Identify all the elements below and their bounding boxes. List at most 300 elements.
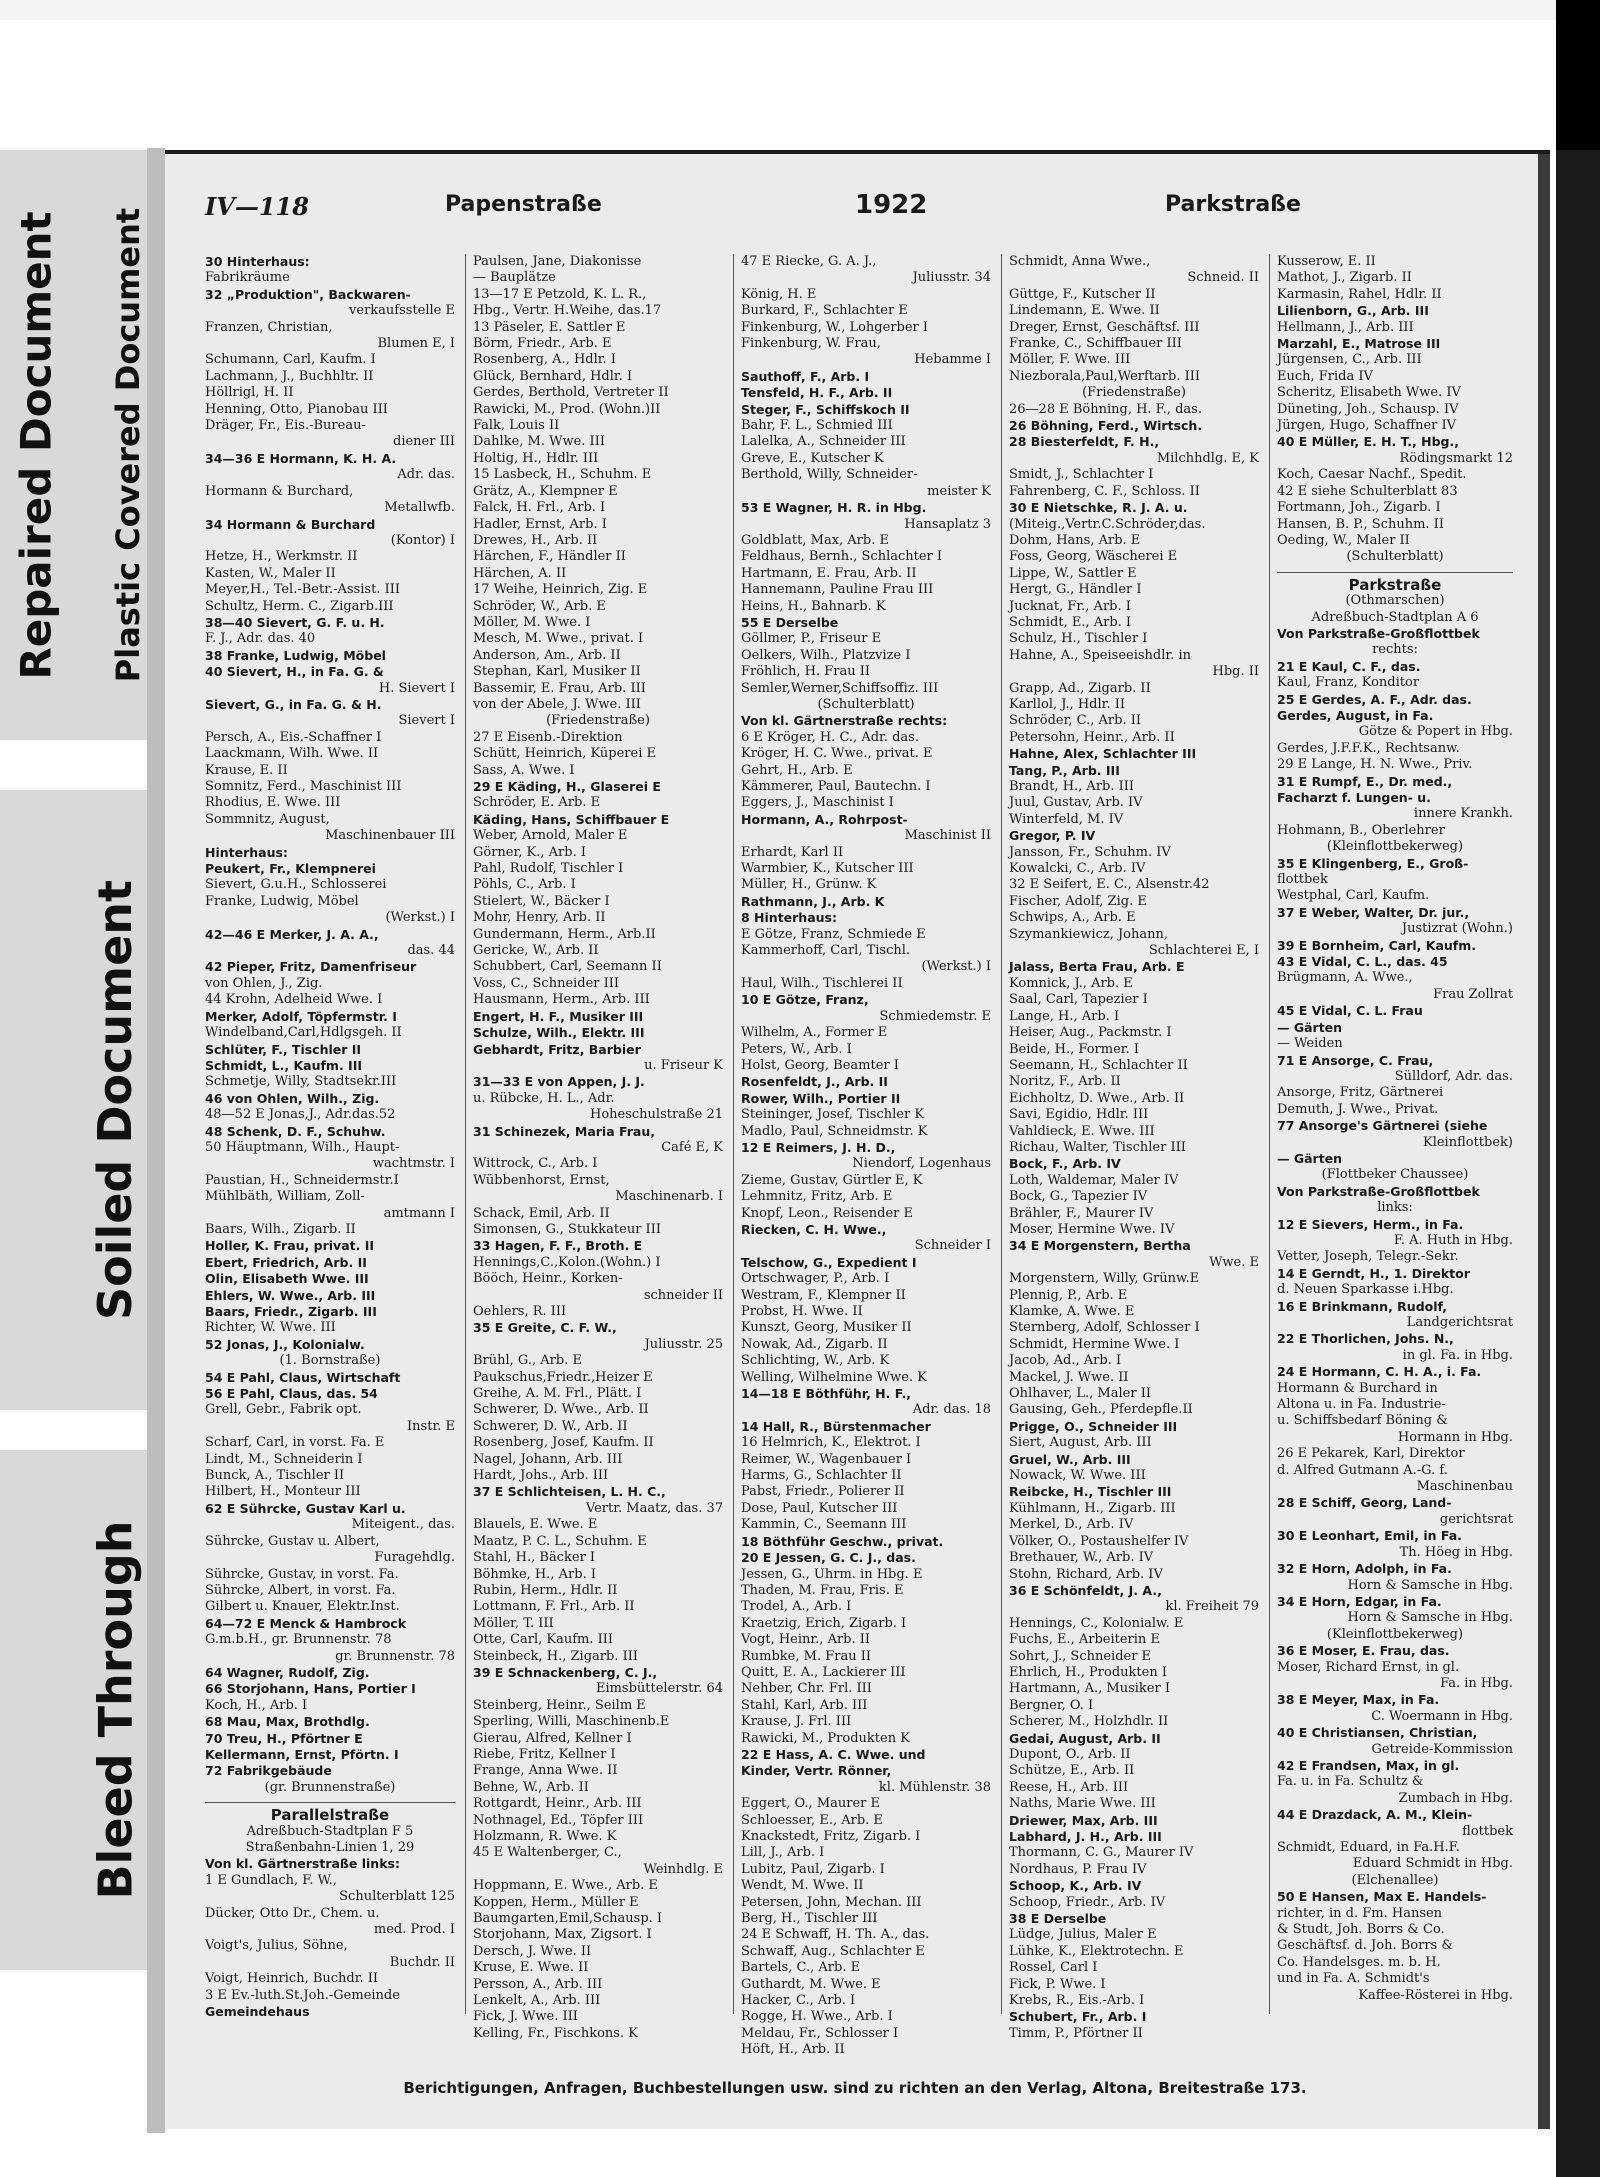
directory-entry: Brühl, G., Arb. E <box>473 1353 582 1369</box>
directory-entry: Telschow, G., Expedient I <box>741 1254 917 1270</box>
directory-entry: Sührcke, Gustav u. Albert, <box>205 1533 380 1549</box>
directory-entry: Stohn, Richard, Arb. IV <box>1009 1566 1163 1582</box>
directory-entry: Café E, K <box>661 1139 723 1155</box>
directory-entry: 26—28 E Böhning, H. F., das. <box>1009 401 1202 417</box>
directory-entry: F. J., Adr. das. 40 <box>205 631 316 647</box>
directory-entry: Gilbert u. Knauer, Elektr.Inst. <box>205 1599 400 1615</box>
directory-entry: Lubitz, Paul, Zigarb. I <box>741 1861 885 1877</box>
bleed-label: Bleed Through <box>88 1520 143 1900</box>
directory-entry: 39 E Schnackenberg, C. J., <box>473 1664 658 1680</box>
directory-entry: Fröhlich, H. Frau II <box>741 664 871 680</box>
directory-entry: Berthold, Willy, Schneider- <box>741 467 918 483</box>
directory-entry: Persson, A., Arb. III <box>473 1976 603 1992</box>
directory-entry: Holzmann, R. Wwe. K <box>473 1829 617 1844</box>
directory-entry: Wübbenhorst, Ernst, <box>473 1172 610 1188</box>
directory-entry: Vogt, Heinr., Arb. II <box>741 1632 871 1648</box>
directory-entry: (Kleinflottbekerweg) <box>1326 839 1464 855</box>
directory-entry: Pöhls, C., Arb. I <box>473 877 576 893</box>
directory-entry: Schmidt, Hermine Wwe. I <box>1009 1336 1180 1352</box>
directory-entry: Eggers, J., Maschinist I <box>741 795 894 811</box>
directory-entry: 34 E Morgenstern, Bertha <box>1009 1238 1191 1254</box>
directory-entry: Dahlke, M. Wwe. III <box>473 434 605 450</box>
directory-entry: Dreger, Ernst, Geschäftsf. III <box>1009 319 1200 335</box>
directory-entry: 64 Wagner, Rudolf, Zig. <box>205 1664 370 1680</box>
directory-entry: 13—17 E Petzold, K. L. R., <box>473 286 647 302</box>
directory-entry: Von Parkstraße-Großflottbek <box>1277 625 1480 641</box>
directory-entry: (Friedenstraße) <box>1082 385 1186 401</box>
directory-entry: Möller, T. III <box>473 1615 554 1631</box>
directory-entry: Hbg. II <box>1212 664 1259 680</box>
directory-entry: Zumbach in Hbg. <box>1398 1790 1513 1806</box>
section-divider <box>1277 566 1513 573</box>
column-rule <box>1269 254 1270 2014</box>
page-number: IV—118 <box>205 192 309 221</box>
directory-entry: Schultz, Herm. C., Zigarb.III <box>205 598 394 614</box>
directory-entry: (Friedenstraße) <box>546 713 650 729</box>
directory-entry: Prigge, O., Schneider III <box>1009 1418 1178 1434</box>
directory-entry: Fick, J. Wwe. III <box>473 2009 578 2025</box>
directory-entry: 36 E Schönfeldt, J. A., <box>1009 1582 1162 1598</box>
directory-entry: Brügmann, A. Wwe., <box>1277 970 1413 986</box>
directory-entry: links: <box>1377 1200 1413 1216</box>
directory-entry: Ansorge, Fritz, Gärtnerei <box>1277 1085 1444 1101</box>
directory-entry: Hormann, A., Rohrpost- <box>741 811 908 827</box>
directory-entry: 42 E Frandsen, Max, in gl. <box>1277 1757 1460 1773</box>
directory-entry: von Ohlen, J., Zig. <box>205 975 323 991</box>
directory-entry: 55 E Derselbe <box>741 614 839 630</box>
directory-entry: Merkel, D., Arb. IV <box>1009 1517 1134 1533</box>
directory-entry: Rödingsmarkt 12 <box>1399 450 1513 466</box>
directory-entry: Plennig, P., Arb. E <box>1009 1287 1128 1303</box>
directory-entry: Schwerer, D. Wwe., Arb. II <box>473 1402 649 1418</box>
directory-entry: Rumbke, M. Frau II <box>741 1648 871 1664</box>
directory-entry: Timm, P., Pförtner II <box>1009 2025 1143 2041</box>
directory-entry: 13 Päseler, E. Sattler E <box>473 319 626 335</box>
directory-entry: Sülldorf, Adr. das. <box>1394 1068 1513 1084</box>
column-3 <box>741 254 991 2058</box>
directory-entry: Wendt, M. Wwe. II <box>741 1878 864 1894</box>
directory-entry: Sommnitz, August, <box>205 811 330 827</box>
directory-entry: Krause, E. II <box>205 762 288 778</box>
directory-entry: Jacob, Ad., Arb. I <box>1009 1353 1122 1369</box>
directory-entry: Dersch, J. Wwe. II <box>473 1943 592 1959</box>
directory-entry: innere Krankh. <box>1413 806 1513 822</box>
directory-entry: Juliusstr. 25 <box>644 1336 723 1352</box>
directory-entry: Niezborala,Paul,Werftarb. III <box>1009 368 1201 384</box>
directory-entry: Von Parkstraße-Großflottbek <box>1277 1183 1480 1199</box>
directory-entry: Riecken, C. H. Wwe., <box>741 1221 887 1237</box>
directory-entry: Rogge, H. Wwe., Arb. I <box>741 2009 893 2025</box>
directory-entry: Dücker, Otto Dr., Chem. u. <box>205 1905 380 1921</box>
directory-entry: — Gärten <box>1277 1019 1343 1035</box>
directory-entry: Laackmann, Wilh. Wwe. II <box>205 746 379 762</box>
page-header <box>205 184 1505 234</box>
directory-entry: Winterfeld, M. IV <box>1009 811 1124 827</box>
directory-entry: Co. Handelsges. m. b. H. <box>1277 1954 1441 1970</box>
directory-entry: 29 E Lange, H. N. Wwe., Priv. <box>1277 757 1473 773</box>
directory-entry: wachtmstr. I <box>372 1156 455 1172</box>
directory-entry: 24 E Schwaff, H. Th. A., das. <box>741 1927 930 1943</box>
directory-entry: Gerdes, Berthold, Vertreter II <box>473 385 669 401</box>
directory-entry: Nehber, Chr. Frl. III <box>741 1681 872 1697</box>
directory-entry: Lalelka, A., Schneider III <box>741 434 906 450</box>
directory-entry: Guthardt, M. Wwe. E <box>741 1976 881 1992</box>
directory-entry: 62 E Sührcke, Gustav Karl u. <box>205 1500 406 1516</box>
directory-entry: G.m.b.H., gr. Brunnenstr. 78 <box>205 1632 392 1648</box>
directory-entry: Milchhdlg. E, K <box>1156 450 1259 466</box>
directory-entry: Hennings, C., Kolonialw. E <box>1009 1615 1184 1631</box>
directory-entry: 28 E Schiff, Georg, Land- <box>1277 1495 1452 1511</box>
directory-entry: Wittrock, C., Arb. I <box>473 1156 598 1172</box>
directory-entry: Hausmann, Herm., Arb. III <box>473 992 650 1008</box>
directory-entry: Sperling, Willi, Maschinenb.E <box>473 1714 670 1730</box>
directory-entry: (Flottbeker Chaussee) <box>1321 1167 1469 1183</box>
directory-entry: Krebs, R., Eis.-Arb. I <box>1009 1993 1145 2009</box>
directory-entry: Lill, J., Arb. I <box>741 1845 825 1861</box>
directory-entry: Berg, H., Tischler III <box>741 1911 878 1927</box>
directory-entry: Hormann & Burchard in <box>1277 1380 1438 1396</box>
directory-entry: Kellermann, Ernst, Pförtn. I <box>205 1746 399 1762</box>
directory-entry: Hergt, G., Händler I <box>1009 582 1142 598</box>
directory-entry: Gruel, W., Arb. III <box>1009 1451 1131 1467</box>
directory-entry: Persch, A., Eis.-Schaffner I <box>205 729 382 745</box>
directory-entry: 38 E Meyer, Max, in Fa. <box>1277 1692 1440 1708</box>
directory-entry: (gr. Brunnenstraße) <box>264 1779 396 1795</box>
directory-entry: Komnick, J., Arb. E <box>1009 975 1133 991</box>
directory-entry: Nordhaus, P. Frau IV <box>1009 1861 1147 1877</box>
directory-entry: Rottgardt, Heinr., Arb. III <box>473 1796 642 1812</box>
directory-entry: Scherer, M., Holzhdlr. II <box>1009 1714 1169 1730</box>
directory-entry: Storjohann, Max, Zigsort. I <box>473 1927 652 1943</box>
directory-entry: Bassemir, E. Frau, Arb. III <box>473 680 646 696</box>
directory-entry: Holler, K. Frau, privat. II <box>205 1238 375 1254</box>
directory-entry: Reese, H., Arb. III <box>1009 1779 1129 1795</box>
directory-entry: 47 E Riecke, G. A. J., <box>741 254 877 269</box>
directory-entry: 14—18 E Böthführ, H. F., <box>741 1386 911 1402</box>
directory-entry: 16 E Brinkmann, Rudolf, <box>1277 1298 1448 1314</box>
directory-entry: Gedai, August, Arb. II <box>1009 1730 1161 1746</box>
directory-entry: Hinterhaus: <box>205 844 288 860</box>
directory-entry: Hellmann, J., Arb. III <box>1277 319 1414 335</box>
directory-entry: 25 E Gerdes, A. F., Adr. das. <box>1277 691 1472 707</box>
directory-entry: Th. Höeg in Hbg. <box>1399 1544 1513 1560</box>
directory-entry: Adr. das. 18 <box>912 1402 991 1418</box>
directory-entry: Stielert, W., Bäcker I <box>473 893 610 909</box>
directory-entry: Adreßbuch-Stadtplan A 6 <box>1311 609 1479 625</box>
directory-entry: Gundermann, Herm., Arb.II <box>473 926 656 942</box>
directory-entry: Hoheschulstraße 21 <box>590 1107 723 1123</box>
directory-entry: Karllol, J., Hdlr. II <box>1009 696 1125 712</box>
directory-entry: Miteigent., das. <box>351 1517 455 1533</box>
directory-entry: Wwe. E <box>1209 1254 1259 1270</box>
directory-entry: Käding, Hans, Schiffbauer E <box>473 811 670 827</box>
directory-entry: Reimer, W., Wagenbauer I <box>741 1451 912 1467</box>
directory-entry: Sievert, G.u.H., Schlosserei <box>205 877 387 893</box>
directory-entry: Geschäftsf. d. Joh. Borrs & <box>1277 1938 1453 1954</box>
directory-entry: Weber, Arnold, Maler E <box>473 828 628 844</box>
directory-entry: Horn & Samsche in Hbg. <box>1347 1577 1513 1593</box>
directory-entry: 28 Biesterfeldt, F. H., <box>1009 434 1160 450</box>
directory-entry: Haul, Wilh., Tischlerei II <box>741 975 903 991</box>
directory-entry: 30 E Nietschke, R. J. A. u. <box>1009 500 1188 516</box>
directory-entry: Stephan, Karl, Musiker II <box>473 664 641 680</box>
directory-entry: Lüdge, Julius, Maler E <box>1009 1927 1157 1943</box>
directory-entry: — Bauplätze <box>473 270 556 286</box>
directory-entry: Schneider I <box>914 1238 991 1254</box>
directory-entry: (Othmarschen) <box>1345 593 1445 609</box>
directory-entry: 40 E Christiansen, Christian, <box>1277 1725 1478 1741</box>
directory-entry: Dose, Paul, Kutscher III <box>741 1500 898 1516</box>
directory-entry: Oelkers, Wilh., Platzvize I <box>741 647 911 663</box>
directory-entry: Quitt, E. A., Lackierer III <box>741 1664 906 1680</box>
directory-entry: Brandt, H., Arb. III <box>1009 779 1135 794</box>
directory-entry: Rossel, Carl I <box>1009 1960 1098 1976</box>
directory-entry: Finkenburg, W., Lohgerber I <box>741 319 929 335</box>
directory-entry: u. Friseur K <box>644 1057 723 1073</box>
directory-entry: E Götze, Franz, Schmiede E <box>741 926 926 942</box>
directory-entry: Falk, Louis II <box>473 418 560 434</box>
directory-entry: Nagel, Johann, Arb. III <box>473 1451 623 1467</box>
directory-entry: Kelling, Fr., Fischkons. K <box>473 2025 638 2041</box>
directory-entry: (Werkst.) I <box>921 959 991 975</box>
directory-entry: Sohrt, J., Schneider E <box>1009 1648 1152 1664</box>
directory-entry: 53 E Wagner, H. R. in Hbg. <box>741 500 927 516</box>
directory-entry: Noritz, F., Arb. II <box>1009 1074 1121 1090</box>
directory-entry: Ortschwager, P., Arb. I <box>741 1271 890 1287</box>
directory-entry: Frau Zollrat <box>1433 986 1513 1002</box>
directory-entry: Schwerer, D. W., Arb. II <box>473 1418 628 1434</box>
directory-entry: Richau, Walter, Tischler III <box>1009 1139 1186 1155</box>
directory-entry: Goldblatt, Max, Arb. E <box>741 532 889 548</box>
directory-entry: Blauels, E. Wwe. E <box>473 1517 598 1533</box>
directory-entry: Hetze, H., Werkmstr. II <box>205 549 358 565</box>
directory-entry: Labhard, J. H., Arb. III <box>1009 1829 1162 1844</box>
directory-entry: Horn & Samsche in Hbg. <box>1347 1610 1513 1626</box>
directory-entry: 70 Treu, H., Pförtner E <box>205 1730 363 1746</box>
directory-entry: (Kontor) I <box>390 532 455 548</box>
directory-entry: Bahr, F. L., Schmied III <box>741 418 893 434</box>
directory-entry: 30 Hinterhaus: <box>205 254 310 269</box>
directory-entry: Fick, P. Wwe. I <box>1009 1976 1106 1992</box>
directory-entry: Rower, Wilh., Portier II <box>741 1090 901 1106</box>
directory-entry: med. Prod. I <box>373 1922 455 1938</box>
directory-entry: Greihe, A. M. Frl., Plätt. I <box>473 1386 642 1402</box>
directory-entry: 31 E Rumpf, E., Dr. med., <box>1277 773 1453 789</box>
directory-entry: Getreide-Kommission <box>1371 1741 1513 1757</box>
directory-entry: diener III <box>393 434 455 450</box>
directory-entry: Schütt, Heinrich, Küperei E <box>473 746 656 762</box>
directory-entry: Westram, F., Klempner II <box>741 1287 906 1303</box>
directory-entry: Schulterblatt 125 <box>339 1889 455 1905</box>
directory-entry: Härchen, F., Händler II <box>473 549 626 565</box>
directory-entry: Henning, Otto, Pianobau III <box>205 401 388 417</box>
directory-entry: Schwips, A., Arb. E <box>1009 910 1136 926</box>
directory-entry: Beide, H., Former. I <box>1009 1041 1139 1057</box>
directory-entry: in gl. Fa. in Hbg. <box>1402 1347 1513 1363</box>
directory-entry: Moser, Richard Ernst, in gl. <box>1277 1659 1460 1675</box>
street-heading: Parkstraße <box>1348 575 1442 594</box>
directory-entry: kl. Mühlenstr. 38 <box>878 1779 991 1795</box>
directory-entry: Stahl, H., Bäcker I <box>473 1550 596 1566</box>
directory-entry: von der Abele, J. Wwe. III <box>473 696 641 712</box>
directory-entry: 37 E Weber, Walter, Dr. jur., <box>1277 904 1470 920</box>
directory-entry: Heins, H., Bahnarb. K <box>741 598 886 614</box>
directory-entry: Hebamme I <box>914 352 991 368</box>
directory-entry: Finkenburg, W. Frau, <box>741 336 881 352</box>
directory-entry: 12 E Reimers, J. H. D., <box>741 1139 896 1155</box>
directory-entry: Holtig, H., Hdlr. III <box>473 450 599 466</box>
directory-entry: 48 Schenk, D. F., Schuhw. <box>205 1123 386 1139</box>
directory-entry: Saal, Carl, Tapezier I <box>1009 992 1148 1008</box>
directory-entry: Schröder, C., Arb. II <box>1009 713 1142 729</box>
directory-entry: Güttge, F., Kutscher II <box>1009 286 1156 302</box>
directory-entry: 46 von Ohlen, Wilh., Zig. <box>205 1090 380 1106</box>
directory-entry: Schröder, W., Arb. E <box>473 598 606 614</box>
directory-entry: Gebhardt, Fritz, Barbier <box>473 1041 641 1057</box>
year: 1922 <box>855 190 928 220</box>
directory-entry: Smidt, J., Schlachter I <box>1009 467 1154 483</box>
directory-entry: Lindt, M., Schneiderin I <box>205 1451 363 1467</box>
directory-entry: Petersen, John, Mechan. III <box>741 1894 922 1910</box>
street-left: Papenstraße <box>445 192 602 217</box>
directory-entry: Straßenbahn-Linien 1, 29 <box>245 1840 415 1855</box>
directory-entry: Klamke, A. Wwe. E <box>1009 1304 1135 1319</box>
directory-entry: Gerdes, August, in Fa. <box>1277 707 1434 723</box>
directory-entry: Szymankiewicz, Johann, <box>1009 926 1168 942</box>
directory-entry: 35 E Klingenberg, E., Groß- <box>1277 855 1469 871</box>
directory-entry: Kraetzig, Erich, Zigarb. I <box>741 1615 907 1631</box>
directory-entry: 66 Storjohann, Hans, Portier I <box>205 1681 416 1697</box>
directory-entry: Jessen, G., Uhrm. in Hbg. E <box>741 1566 923 1582</box>
directory-entry: Hansen, B. P., Schuhm. II <box>1277 516 1444 532</box>
directory-entry: Fortmann, Joh., Zigarb. I <box>1277 500 1441 516</box>
directory-entry: Jansson, Fr., Schuhm. IV <box>1009 844 1171 860</box>
directory-entry: Ehrlich, H., Produkten I <box>1009 1664 1167 1680</box>
directory-entry: Franke, Ludwig, Möbel <box>205 893 359 909</box>
directory-entry: Gerdes, J.F.F.K., Rechtsanw. <box>1277 740 1460 756</box>
directory-entry: Simonsen, G., Stukkateur III <box>473 1221 661 1237</box>
directory-entry: Franzen, Christian, <box>205 319 333 335</box>
directory-entry: Eduard Schmidt in Hbg. <box>1352 1856 1513 1872</box>
directory-entry: Koch, H., Arb. I <box>205 1697 308 1713</box>
directory-entry: Schoop, K., Arb. IV <box>1009 1878 1142 1894</box>
directory-entry: Börm, Friedr., Arb. E <box>473 336 612 352</box>
directory-entry: Voss, C., Schneider III <box>473 975 620 991</box>
directory-entry: Schulze, Wilh., Elektr. III <box>473 1025 645 1041</box>
directory-entry: Vertr. Maatz, das. 37 <box>585 1500 723 1516</box>
directory-entry: gerichtsrat <box>1439 1511 1513 1527</box>
column-2 <box>473 254 723 2041</box>
directory-entry: Hahne, Alex, Schlachter III <box>1009 746 1197 762</box>
directory-entry: Schulz, H., Tischler I <box>1009 631 1148 647</box>
directory-entry: Paukschus,Friedr.,Heizer E <box>473 1369 653 1385</box>
directory-entry: Blumen E, I <box>377 336 455 352</box>
directory-entry: König, H. E <box>741 286 817 302</box>
directory-entry: Fuchs, E., Arbeiterin E <box>1009 1632 1160 1648</box>
directory-entry: Kruse, E. Wwe. II <box>473 1960 589 1976</box>
directory-entry: 34—36 E Hormann, K. H. A. <box>205 450 397 466</box>
directory-entry: 20 E Jessen, G. C. J., das. <box>741 1550 916 1566</box>
directory-entry: 50 Häuptmann, Wilh., Haupt- <box>205 1139 400 1155</box>
directory-entry: Justizrat (Wohn.) <box>1401 921 1513 937</box>
directory-entry: Kleinflottbek) <box>1422 1134 1513 1150</box>
directory-entry: d. Alfred Gutmann A.-G. f. <box>1277 1462 1448 1478</box>
column-rule <box>733 254 734 2014</box>
directory-entry: Lachmann, J., Buchhltr. II <box>205 368 374 384</box>
directory-entry: 40 Sievert, H., in Fa. G. & <box>205 664 384 680</box>
directory-entry: 29 E Käding, H., Glaserei E <box>473 779 661 794</box>
directory-entry: Hacker, C., Arb. I <box>741 1993 856 2009</box>
directory-entry: Kinder, Vertr. Rönner, <box>741 1763 892 1779</box>
directory-entry: 68 Mau, Max, Brothdlg. <box>205 1714 370 1730</box>
directory-entry: Hansaplatz 3 <box>904 516 991 532</box>
directory-entry: Juliusstr. 34 <box>912 270 991 286</box>
directory-entry: 42 E siehe Schulterblatt 83 <box>1277 483 1458 499</box>
directory-entry: Oeding, W., Maler II <box>1277 532 1410 548</box>
directory-entry: 3 E Ev.-luth.St.Joh.-Gemeinde <box>205 1987 400 2003</box>
directory-entry: Hormann & Burchard, <box>205 483 354 499</box>
directory-entry: Falck, H. Frl., Arb. I <box>473 500 606 516</box>
directory-entry: 44 Krohn, Adelheid Wwe. I <box>205 992 383 1008</box>
directory-entry: Eichholtz, D. Wwe., Arb. II <box>1009 1090 1185 1106</box>
directory-entry: (Schulterblatt) <box>817 696 915 712</box>
scan-background <box>0 0 1600 20</box>
directory-entry: flottbek <box>1462 1823 1513 1839</box>
directory-entry: Knackstedt, Fritz, Zigarb. I <box>741 1829 921 1844</box>
directory-entry: Lippe, W., Sattler E <box>1009 565 1137 581</box>
directory-entry: Olin, Elisabeth Wwe. III <box>205 1271 369 1287</box>
directory-entry: Rosenfeldt, J., Arb. II <box>741 1074 888 1090</box>
directory-entry: Sternberg, Adolf, Schlosser I <box>1009 1320 1200 1336</box>
directory-entry: Völker, O., Postaushelfer IV <box>1009 1533 1189 1549</box>
directory-entry: Karmasin, Rahel, Hdlr. II <box>1277 286 1442 302</box>
directory-entry: Gemeindehaus <box>205 2004 310 2020</box>
plastic-label: Plastic Covered Document <box>109 207 148 683</box>
directory-entry: Reibcke, H., Tischler III <box>1009 1484 1172 1500</box>
directory-entry: Vahldieck, E. Wwe. III <box>1009 1123 1155 1139</box>
directory-entry: Kühlmann, H., Zigarb. III <box>1009 1500 1176 1516</box>
directory-entry: Thaden, M. Frau, Fris. E <box>741 1582 904 1598</box>
directory-entry: Mühlbäth, William, Zoll- <box>205 1189 365 1205</box>
directory-entry: Steinbeck, H., Zigarb. III <box>473 1648 638 1664</box>
directory-entry: das. 44 <box>407 943 455 959</box>
directory-entry: gr. Brunnenstr. 78 <box>335 1648 455 1664</box>
directory-entry: (1. Bornstraße) <box>279 1353 381 1369</box>
directory-entry: Otte, Carl, Kaufm. III <box>473 1632 614 1648</box>
directory-entry: und in Fa. A. Schmidt's <box>1277 1971 1430 1987</box>
directory-entry: Kammin, C., Seemann III <box>741 1517 907 1533</box>
directory-entry: 32 E Seifert, E. C., Alsenstr.42 <box>1009 877 1210 893</box>
directory-entry: Maschinenarb. I <box>615 1189 723 1205</box>
directory-entry: Nowak, Ad., Zigarb. II <box>741 1336 888 1352</box>
directory-entry: Eggert, O., Maurer E <box>741 1796 881 1812</box>
repaired-label: Repaired Document <box>11 210 61 680</box>
directory-entry: 45 E Waltenberger, C., <box>473 1845 622 1861</box>
directory-entry: Bööch, Heinr., Korken- <box>473 1271 623 1287</box>
directory-entry: Maatz, P. C. L., Schuhm. E <box>473 1533 647 1549</box>
directory-entry: 35 E Greite, C. F. W., <box>473 1320 617 1336</box>
street-right: Parkstraße <box>1165 192 1301 217</box>
directory-entry: Rhodius, E. Wwe. III <box>205 795 341 811</box>
directory-entry: 21 E Kaul, C. F., das. <box>1277 658 1421 674</box>
directory-entry: Niendorf, Logenhaus <box>852 1156 991 1172</box>
directory-entry: Rawicki, M., Prod. (Wohn.)II <box>473 401 661 417</box>
directory-entry: Tensfeld, H. F., Arb. II <box>741 385 893 401</box>
directory-entry: (Schulterblatt) <box>1346 549 1444 565</box>
directory-entry: Maschinenbau <box>1416 1479 1513 1495</box>
directory-entry: Rosenberg, Josef, Kaufm. II <box>473 1435 654 1451</box>
directory-entry: Windelband,Carl,Hdlgsgeh. II <box>205 1025 402 1041</box>
